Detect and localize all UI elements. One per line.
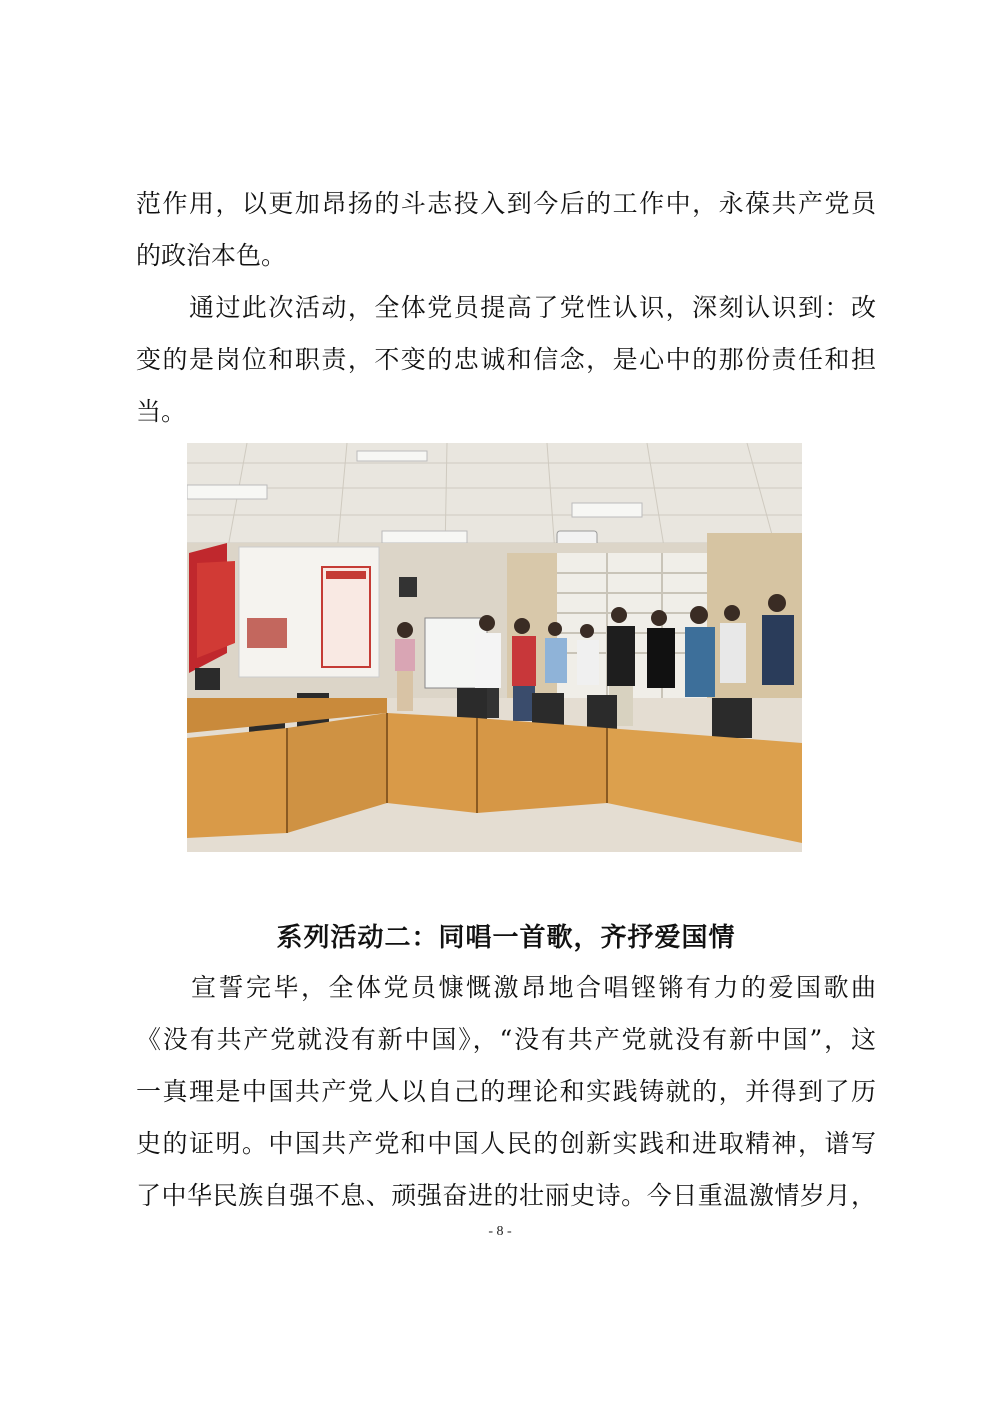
paragraph-3-line-3: 一真理是中国共产党人以自己的理论和实践铸就的，并得到了历 [136,1077,876,1106]
page-number: - 8 - [488,1224,512,1239]
paragraph-3-line-5: 了中华民族自强不息、顽强奋进的壮丽史诗。今日重温激情岁月， [136,1181,876,1210]
paragraph-3-line-1: 宣誓完毕，全体党员慷慨激昂地合唱铿锵有力的爱国歌曲 [136,973,876,1002]
paragraph-3-line-4: 史的证明。中国共产党和中国人民的创新实践和进取精神，谱写 [136,1129,876,1158]
paragraph-1-line-1: 范作用，以更加昂扬的斗志投入到今后的工作中，永葆共产党员 [136,189,876,218]
paragraph-2-line-1: 通过此次活动，全体党员提高了党性认识，深刻认识到：改 [136,293,876,322]
paragraph-1-line-2: 的政治本色。 [136,241,287,270]
paragraph-2-line-3: 当。 [136,397,187,426]
section-heading: 系列活动二：同唱一首歌，齐抒爱国情 [276,923,736,953]
activity-photo [187,443,802,852]
paragraph-2-line-2: 变的是岗位和职责，不变的忠诚和信念，是心中的那份责任和担 [136,345,876,374]
paragraph-3-line-2: 《没有共产党就没有新中国》，“没有共产党就没有新中国”，这 [136,1025,876,1054]
